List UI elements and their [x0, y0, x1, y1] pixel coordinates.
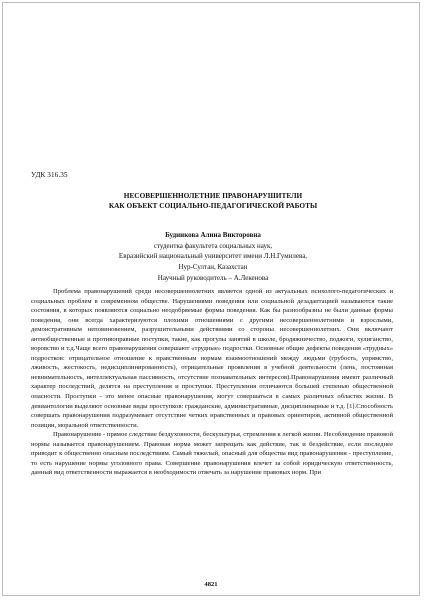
title-line-1: НЕСОВЕРШЕННОЛЕТНИЕ ПРАВОНАРУШИТЕЛИ — [123, 191, 303, 200]
author-block — [103, 230, 323, 284]
body-paragraph: Правонарушение - прямое следствие бездуховности, бескультурья, стремления к легкой жизни. Несоблюдение правовой нормы называется правонарушением. Правовая норма может запрещать как действие, так и бездействие, если последнее приводит к общественно опасным последствиям. Самый тяжелый, опасный для общества вид правонарушения - преступление, то есть нарушение нормы уголовного права. Совершение правонарушения влечет за собой юридическую ответственность, данный вид ответственности выражается в необходимости отвечать за нарушение правовых норм. При — [31, 431, 393, 477]
document-page — [2, 2, 420, 596]
author-name: Будникова Алина Викторовна — [165, 231, 261, 239]
author-city: Нур-Султан, Казахстан — [178, 263, 248, 272]
article-title — [43, 191, 383, 211]
author-university: Евразийский национальный университет имени Л.Н.Гумилева, — [118, 252, 308, 261]
body-paragraph: Проблема правонарушений среди несовершеннолетних является одной из актуальных психолого-педагогических и социальных проблем в современном обществе. Нарушениями поведения или социальной дезадаптацией называются такие состояния, в которых появляются социально неодобряемые формы поведения. Как бы разнообразны не были данные формы поведения, они всегда характеризуются плохими отношениями с другими несовершеннолетними и взрослыми, демонстративным неповиновением, разрушительными действиями со стороны несовершеннолетних. Они включают антиобщественные и противоправные поступки, такие, как прогулы занятий в школе, бродяжничество, поджоги, хулиганство, воровство и т.д.Чаще всего правонарушения совершают «трудные» подростки. Основные общие дефекты поведения «трудных» подростков: отрицательное отношение к нравственным нормам взаимоотношений между людьми (грубость, упрямство, лживость, жестокость, недисциплинированность), отрицательные проявления в учебной деятельности (лень, постоянная невнимательность, интеллектуальная пассивность, отсутствие познавательных интересов).Правонарушения имеют различный характер последствий, делятся на преступления и проступки. Преступления отличаются большей степенью общественной опасности. Проступки - это менее опасные правонарушения, могут совершаться в самых различных областях жизни. В девиантологии выделяют основные виды проступков: гражданские, административные, дисциплинарные и т.д. [1].Способность совершать правонарушения подразумевает отсутствие четких нравственных и правовых ориентиров, активной общественной позиции, моральной ответственности. — [31, 288, 393, 429]
article-body — [31, 287, 393, 478]
author-role: студентка факультета социальных наук, — [153, 241, 273, 250]
udk-code: УДК 316.35 — [31, 171, 68, 179]
title-line-2: КАК ОБЪЕКТ СОЦИАЛЬНО-ПЕДАГОГИЧЕСКОЙ РАБОТЫ — [108, 201, 318, 210]
page-number: 4821 — [204, 581, 218, 588]
scientific-supervisor: Научный руководитель – А.Лекенова — [157, 273, 269, 282]
